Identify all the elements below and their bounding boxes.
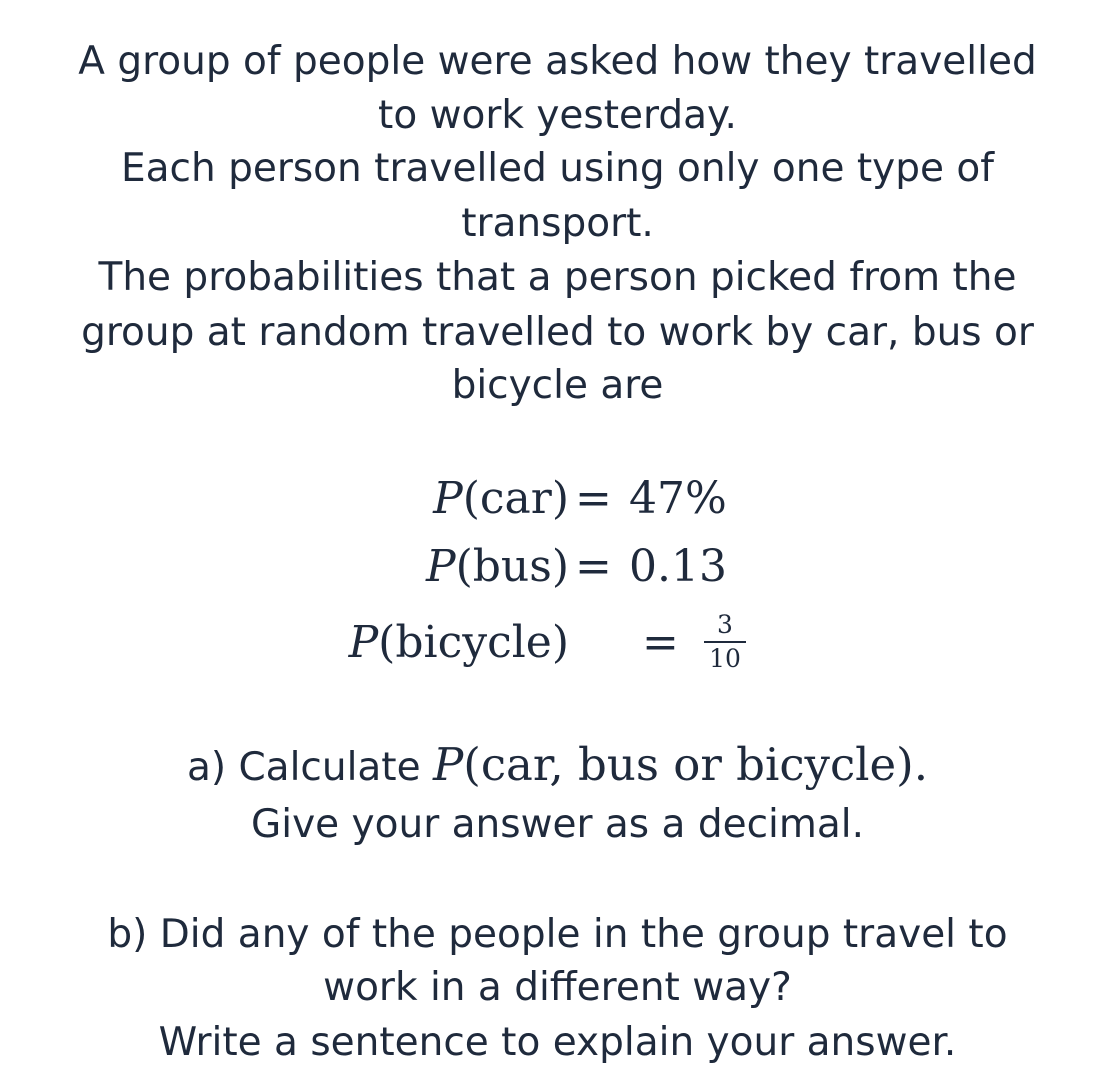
part-b-line-3: Write a sentence to explain your answer. <box>158 1020 957 1065</box>
part-b-line-2: work in a different way? <box>323 965 792 1010</box>
fraction-numerator: 3 <box>704 610 746 643</box>
equation-bicycle-equals: = <box>642 617 679 668</box>
equation-bicycle-lhs: P(bicycle) <box>348 617 569 668</box>
part-a-line-2: Give your answer as a decimal. <box>251 802 864 847</box>
intro-line-7: bicycle are <box>451 363 664 408</box>
part-a-line-1 <box>0 737 1115 796</box>
equation-bus-value: 0.13 <box>629 541 727 592</box>
intro-line-5: The probabilities that a person picked from the <box>98 255 1017 300</box>
fraction-denominator: 10 <box>709 644 741 673</box>
intro-line-4: transport. <box>461 201 654 246</box>
equation-car-value: 47% <box>629 473 727 524</box>
equation-car <box>0 468 1115 530</box>
equation-car-lhs: P(car) <box>433 473 569 524</box>
equation-car-equals: = <box>575 473 612 524</box>
part-b-line-1: b) Did any of the people in the group travel to <box>107 912 1008 957</box>
part-a-prefix: a) Calculate <box>186 745 433 790</box>
intro-line-6: group at random travelled to work by car, bus or <box>81 310 1034 355</box>
intro-line-3: Each person travelled using only one type of <box>120 146 994 191</box>
equation-bus-equals: = <box>575 541 612 592</box>
intro-line-1: A group of people were asked how they travelled <box>78 39 1037 84</box>
equation-bicycle-fraction <box>704 610 746 674</box>
part-a-math: P(car, bus or bicycle). <box>433 738 929 791</box>
intro-line-2: to work yesterday. <box>378 93 737 138</box>
equation-bus-lhs: P(bus) <box>425 541 569 592</box>
equation-bicycle <box>0 612 1115 674</box>
equation-bus <box>0 536 1115 598</box>
